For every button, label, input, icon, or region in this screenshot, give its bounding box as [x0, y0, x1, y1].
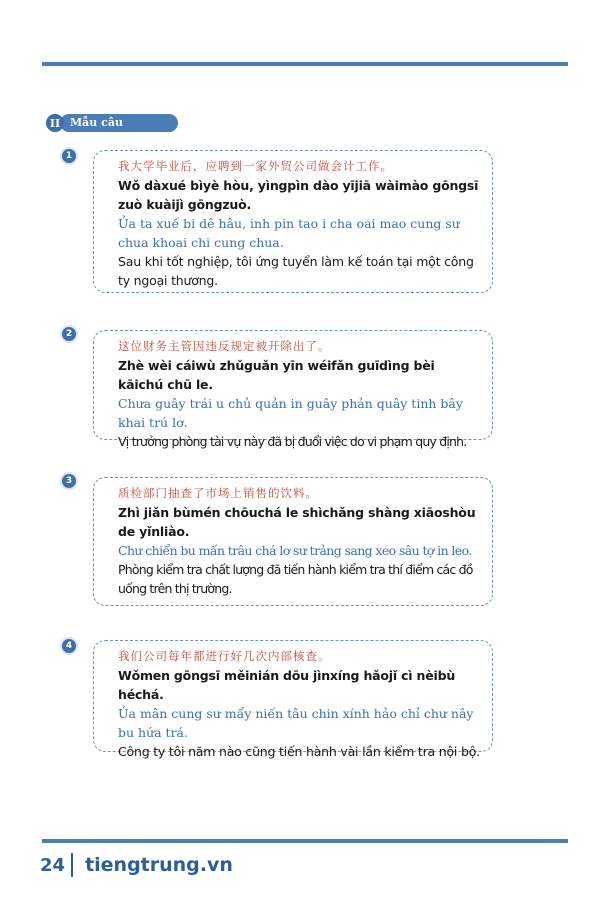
chinese-sentence: 质检部门抽查了市场上销售的饮料。: [118, 486, 318, 500]
item-number-badge: 1: [62, 149, 76, 163]
item-number-badge: 2: [62, 327, 76, 341]
vietnamese-translation: Vị trưởng phòng tài vụ này đã bị đuổi việc do vi phạm quy định.: [118, 434, 467, 449]
sentence-card: [93, 640, 493, 759]
phonetic-sentence: Chư chiển bu mấn trâu chá lơ sư trảng sang xeo sâu tợ in leo.: [118, 543, 472, 558]
sentence-card: [93, 477, 493, 606]
pinyin-sentence: Wǒ dàxué bìyè hòu, yìngpìn dào yījiā wàimào gōngsī zuò kuàijì gōngzuò.: [118, 178, 479, 212]
pinyin-sentence: Zhè wèi cáiwù zhǔguǎn yīn wéifǎn guīdìng bèi kāichú chū le.: [118, 358, 435, 392]
item-number-badge: 4: [62, 639, 76, 653]
chinese-sentence: 我们公司每年都进行好几次内部核查。: [118, 649, 331, 663]
footer-divider: [71, 853, 73, 877]
phonetic-sentence: Ủa ta xuế bi dê hâu, inh pin tao i cha oai mao cung sư chua khoai chi cung chua.: [118, 216, 460, 250]
pinyin-sentence: Zhì jiǎn bùmén chōuchá le shìchǎng shàng xiāoshòu de yǐnliào.: [118, 505, 476, 539]
chinese-sentence: 我大学毕业后，应聘到一家外贸公司做会计工作。: [118, 159, 393, 173]
page-footer: [40, 852, 233, 878]
sentence-card: [93, 150, 493, 293]
sentence-card: [93, 330, 493, 449]
section-title: Mẫu câu: [60, 114, 178, 132]
phonetic-sentence: Chưa guây trái u chủ quản in guây phản quây tinh bây khai trú lơ.: [118, 396, 463, 430]
page-number: 24: [40, 854, 66, 876]
section-number: II: [46, 114, 64, 132]
chinese-sentence: 这位财务主管因违反规定被开除出了。: [118, 339, 331, 353]
section-header: [46, 114, 178, 132]
vietnamese-translation: Sau khi tốt nghiệp, tôi ứng tuyển làm kế toán tại một công ty ngoại thương.: [118, 254, 474, 288]
website-name: tiengtrung.vn: [85, 854, 233, 876]
item-number-badge: 3: [62, 474, 76, 488]
bottom-rule: [42, 839, 568, 843]
top-rule: [42, 62, 568, 66]
vietnamese-translation: Phòng kiểm tra chất lượng đã tiến hành kiểm tra thí điểm các đồ uống trên thị trường.: [118, 562, 473, 596]
pinyin-sentence: Wǒmen gōngsī měinián dōu jìnxíng hǎojǐ cì nèibù héchá.: [118, 668, 456, 702]
phonetic-sentence: Ủa mân cung sư mẩy niến tâu chin xính hảo chỉ chư nây bu hứa trá.: [118, 706, 474, 740]
vietnamese-translation: Công ty tôi năm nào cũng tiến hành vài lần kiểm tra nội bộ.: [118, 744, 480, 759]
